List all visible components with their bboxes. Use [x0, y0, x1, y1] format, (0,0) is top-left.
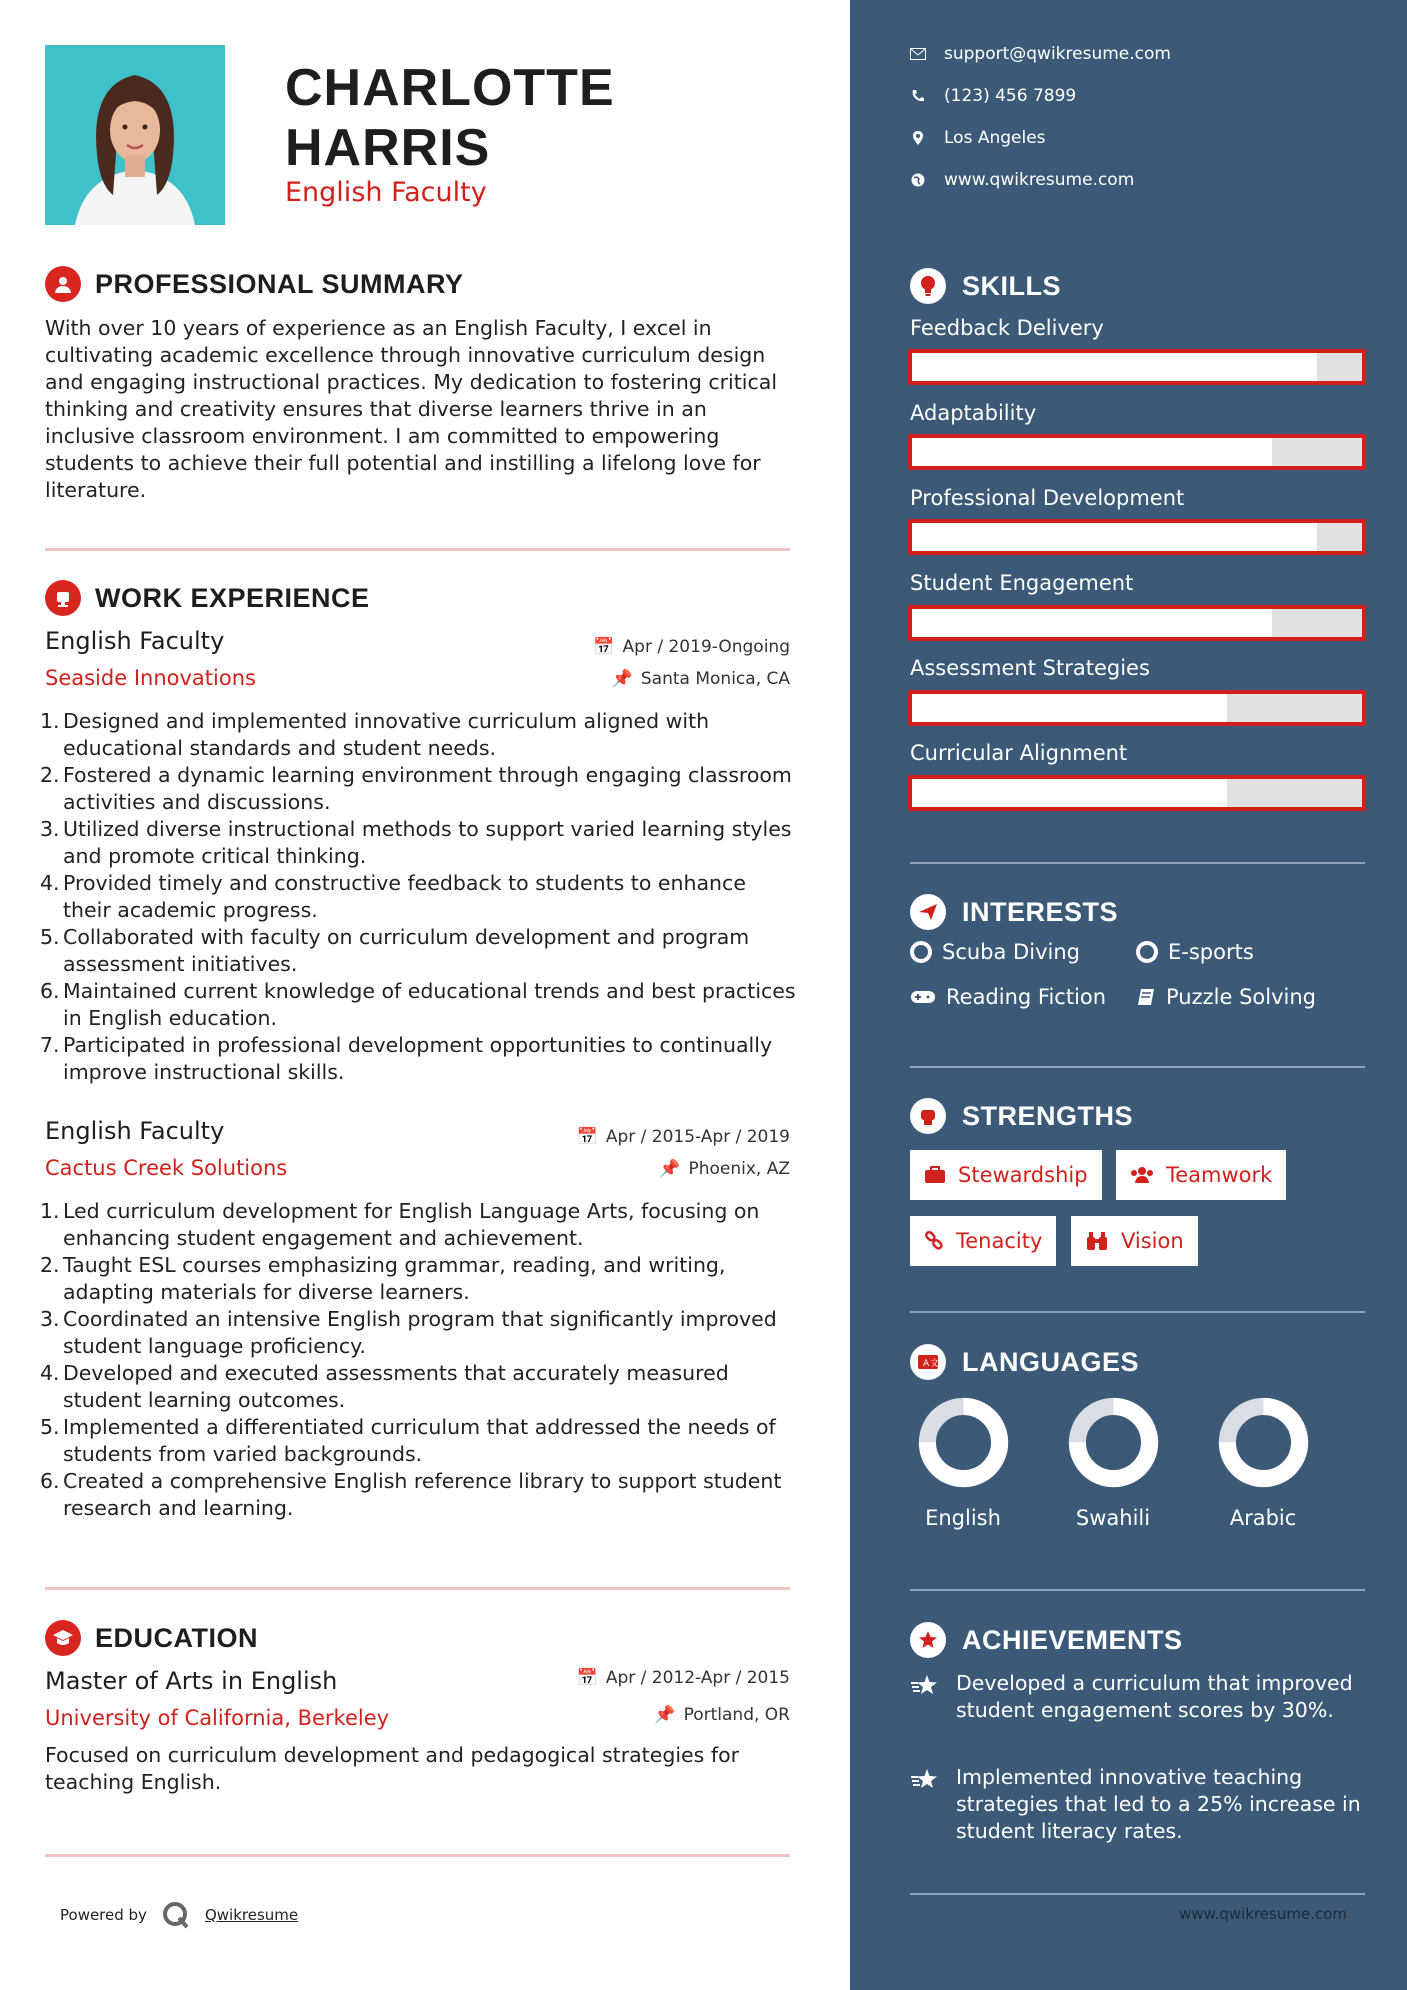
- strengths-heading: [910, 1098, 1133, 1134]
- language-donut: [1216, 1395, 1311, 1490]
- map-marker-icon: [910, 131, 926, 145]
- pin-icon: 📌: [659, 1159, 681, 1179]
- list-item: 2. Fostered a dynamic learning environment through engaging classroom activities and discussions.: [40, 763, 792, 814]
- book-icon: [1136, 987, 1156, 1007]
- language-item: [1213, 1395, 1313, 1530]
- skill-label: Professional Development: [910, 486, 1185, 510]
- skill-label: Curricular Alignment: [910, 741, 1128, 765]
- achievement-text: Developed a curriculum that improved student engagement scores by 30%.: [956, 1671, 1353, 1722]
- phone-text: (123) 456 7899: [944, 86, 1077, 106]
- education-location: [654, 1705, 790, 1725]
- star-icon: [910, 1670, 944, 1724]
- list-item: 2. Taught ESL courses emphasizing grammar, reading, and writing, adapting materials for diverse learners.: [40, 1253, 726, 1304]
- globe-icon: [910, 173, 926, 187]
- summary-text: With over 10 years of experience as an English Faculty, I excel in cultivating academic excellence through innovative curriculum design and engaging instructional practices. My dedication to fostering critical thinking and creativity ensures that diverse learners thrive in an inclusive classroom environment. I am committed to empowering students to achieve their full potential and instilling a lifelong love for literature.: [45, 316, 778, 502]
- language-item: [1063, 1395, 1163, 1530]
- education-title: EDUCATION: [95, 1622, 258, 1653]
- users-icon: [1130, 1166, 1154, 1184]
- section-divider: [45, 548, 790, 551]
- section-divider: [910, 1066, 1365, 1068]
- contact-phone: [910, 86, 1076, 106]
- summary-heading: [45, 266, 464, 302]
- list-item: 4. Developed and executed assessments that accurately measured student learning outcomes.: [40, 1361, 729, 1412]
- strength-label: Vision: [1121, 1229, 1184, 1253]
- list-item: 5. Collaborated with faculty on curriculum development and program assessment initiatives.: [40, 925, 750, 976]
- skill-bar-fill: [912, 779, 1227, 807]
- user-icon: [45, 266, 81, 302]
- job-duties: [40, 708, 800, 1086]
- skill-bar: [908, 775, 1366, 811]
- list-item: 7. Participated in professional development opportunities to continually improve instructional skills.: [40, 1033, 773, 1084]
- job-location-text: Santa Monica, CA: [640, 669, 790, 689]
- email-text[interactable]: support@qwikresume.com: [944, 44, 1171, 64]
- education-date: [577, 1668, 790, 1688]
- job-company: Cactus Creek Solutions: [45, 1156, 288, 1180]
- languages-title: LANGUAGES: [962, 1346, 1140, 1377]
- skill-bar-fill: [912, 523, 1317, 551]
- interest-item: [910, 940, 1080, 964]
- interest-item: [1136, 940, 1254, 964]
- list-item: 1. Designed and implemented innovative curriculum aligned with educational standards and student needs.: [40, 709, 710, 760]
- skill-label: Assessment Strategies: [910, 656, 1150, 680]
- strength-label: Tenacity: [956, 1229, 1043, 1253]
- job-title: English Faculty: [45, 1117, 225, 1145]
- calendar-icon: 📅: [576, 1668, 598, 1688]
- achievement-item: [910, 1670, 1370, 1724]
- profile-photo: [45, 45, 225, 225]
- job-location: [612, 669, 790, 689]
- achievements-heading: [910, 1622, 1183, 1658]
- strengths-title: STRENGTHS: [962, 1100, 1134, 1131]
- interest-label: Puzzle Solving: [1166, 985, 1316, 1009]
- job-duties: [40, 1198, 800, 1522]
- list-item: 3. Utilized diverse instructional methods to support varied learning styles and promote critical thinking.: [40, 817, 792, 868]
- degree: Master of Arts in English: [45, 1667, 338, 1695]
- section-divider: [910, 1311, 1365, 1313]
- location-text: Los Angeles: [944, 128, 1046, 148]
- section-divider: [45, 1587, 790, 1590]
- paper-plane-icon: [910, 894, 946, 930]
- skill-label: Adaptability: [910, 401, 1037, 425]
- contact-location: [910, 128, 1046, 148]
- education-heading: [45, 1620, 258, 1656]
- skill-bar: [908, 519, 1366, 555]
- language-label: English: [925, 1506, 1001, 1530]
- skill-bar-fill: [912, 438, 1272, 466]
- job-date-text: Apr / 2015-Apr / 2019: [605, 1127, 790, 1147]
- binoculars-icon: [1085, 1231, 1109, 1251]
- star-icon: [910, 1764, 944, 1845]
- list-item: 1. Led curriculum development for English Language Arts, focusing on enhancing student engagement and achievement.: [40, 1199, 760, 1250]
- qwikresume-link[interactable]: Qwikresume: [204, 1906, 299, 1924]
- education-date-text: Apr / 2012-Apr / 2015: [605, 1668, 790, 1688]
- interest-label: E-sports: [1168, 940, 1254, 964]
- job-location: [659, 1159, 790, 1179]
- list-item: 6. Created a comprehensive English reference library to support student research and learning.: [40, 1469, 782, 1520]
- translate-icon: [910, 1344, 946, 1380]
- strength-tag: [1071, 1216, 1198, 1266]
- strength-label: Teamwork: [1166, 1163, 1273, 1187]
- skill-bar: [908, 690, 1366, 726]
- section-divider: [910, 862, 1365, 864]
- language-donut: [1066, 1395, 1161, 1490]
- lifebuoy-icon: [1136, 941, 1158, 963]
- svg-text:文: 文: [930, 1359, 939, 1369]
- strength-tag: [910, 1216, 1056, 1266]
- experience-title: WORK EXPERIENCE: [95, 582, 370, 613]
- interests-heading: [910, 894, 1118, 930]
- interest-item: [1136, 985, 1316, 1009]
- skill-bar: [908, 605, 1366, 641]
- skills-heading: [910, 268, 1061, 304]
- section-divider: [45, 1854, 790, 1857]
- languages-heading: [910, 1344, 1139, 1380]
- calendar-icon: 📅: [593, 637, 615, 657]
- star-badge-icon: [910, 1622, 946, 1658]
- candidate-role: English Faculty: [285, 177, 487, 208]
- job-company: Seaside Innovations: [45, 666, 256, 690]
- job-date: [577, 1127, 790, 1147]
- skill-bar-fill: [912, 353, 1317, 381]
- interests-title: INTERESTS: [962, 896, 1119, 927]
- link-icon: [924, 1231, 944, 1251]
- phone-icon: [910, 89, 926, 103]
- experience-heading: [45, 580, 370, 616]
- strength-tag: [1116, 1150, 1286, 1200]
- language-donut: [916, 1395, 1011, 1490]
- list-item: 3. Coordinated an intensive English program that significantly improved student language proficiency.: [40, 1307, 777, 1358]
- job-date: [593, 637, 790, 657]
- footer-url[interactable]: www.qwikresume.com: [1179, 1905, 1347, 1923]
- candidate-name: [285, 58, 615, 178]
- briefcase-icon: [924, 1166, 946, 1184]
- language-label: Arabic: [1229, 1506, 1297, 1530]
- school: University of California, Berkeley: [45, 1706, 390, 1730]
- skill-bar-fill: [912, 609, 1272, 637]
- envelope-icon: [910, 48, 926, 60]
- skill-bar: [908, 349, 1366, 385]
- powered-by-label: Powered by: [60, 1906, 147, 1924]
- education-description: Focused on curriculum development and pedagogical strategies for teaching English.: [45, 1743, 740, 1794]
- name-last: HARRIS: [285, 119, 491, 177]
- job-date-text: Apr / 2019-Ongoing: [622, 637, 790, 657]
- achievement-text: Implemented innovative teaching strategies that led to a 25% increase in student literacy rates.: [956, 1765, 1361, 1843]
- pin-icon: 📌: [611, 669, 633, 689]
- powered-by: [60, 1900, 298, 1930]
- calendar-icon: 📅: [576, 1127, 598, 1147]
- briefcase-icon: [45, 580, 81, 616]
- language-label: Swahili: [1075, 1506, 1151, 1530]
- fist-icon: [910, 1098, 946, 1134]
- skill-bar: [908, 434, 1366, 470]
- gamepad-icon: [910, 989, 936, 1005]
- list-item: 6. Maintained current knowledge of educational trends and best practices in English education.: [40, 979, 796, 1030]
- pin-icon: 📌: [654, 1705, 676, 1725]
- list-item: 5. Implemented a differentiated curriculum that addressed the needs of students from varied backgrounds.: [40, 1415, 776, 1466]
- interest-label: Reading Fiction: [946, 985, 1107, 1009]
- skills-title: SKILLS: [962, 270, 1062, 301]
- lightbulb-icon: [910, 268, 946, 304]
- job-location-text: Phoenix, AZ: [688, 1159, 790, 1179]
- contact-website: [910, 170, 1134, 190]
- website-text[interactable]: www.qwikresume.com: [944, 170, 1135, 190]
- lifebuoy-icon: [910, 941, 932, 963]
- language-item: [913, 1395, 1013, 1530]
- svg-text:A: A: [923, 1359, 930, 1369]
- qwikresume-logo-icon: [161, 1900, 191, 1930]
- achievement-item: [910, 1764, 1370, 1845]
- achievements-title: ACHIEVEMENTS: [962, 1624, 1183, 1655]
- name-first: CHARLOTTE: [285, 59, 615, 117]
- strength-label: Stewardship: [958, 1163, 1088, 1187]
- section-divider: [910, 1589, 1365, 1591]
- skill-label: Student Engagement: [910, 571, 1134, 595]
- interest-item: [910, 985, 1106, 1009]
- skill-label: Feedback Delivery: [910, 316, 1104, 340]
- education-location-text: Portland, OR: [683, 1705, 790, 1725]
- interest-label: Scuba Diving: [942, 940, 1080, 964]
- sidebar: [850, 0, 1407, 1990]
- summary-title: PROFESSIONAL SUMMARY: [95, 268, 464, 299]
- strength-tag: [910, 1150, 1102, 1200]
- contact-email: [910, 44, 1171, 64]
- graduation-cap-icon: [45, 1620, 81, 1656]
- skill-bar-fill: [912, 694, 1227, 722]
- job-title: English Faculty: [45, 627, 225, 655]
- list-item: 4. Provided timely and constructive feedback to students to enhance their academic progress.: [40, 871, 746, 922]
- section-divider: [910, 1893, 1365, 1895]
